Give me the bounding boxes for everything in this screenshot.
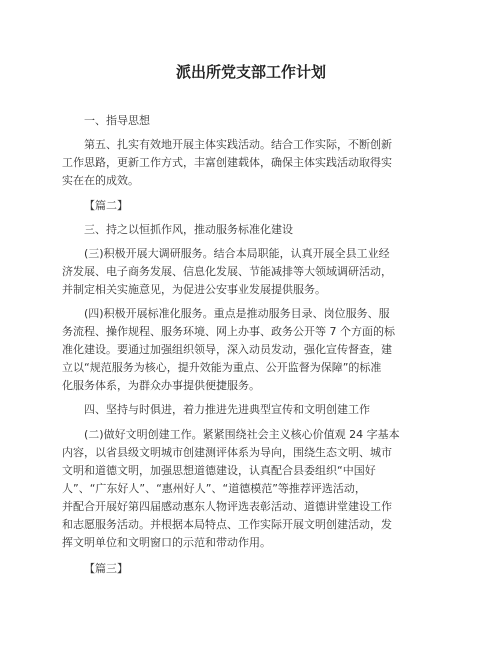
paragraph-line: 并配合开展好第四届感动惠东人物评选表彰活动、道德讲堂建设工作 bbox=[62, 500, 392, 513]
paragraph-line: 和志愿服务活动。并根据本局特点、工作实际开展文明创建活动，发 bbox=[62, 518, 392, 531]
paragraph-line: 第五、扎实有效地开展主体实践活动。结合工作实际，不断创新 bbox=[84, 138, 392, 151]
paragraph-line: 内容，以省县级文明城市创建测评体系为导向，围绕生态文明、城市 bbox=[62, 446, 392, 459]
paragraph-line: 挥文明单位和文明窗口的示范和带动作用。 bbox=[62, 536, 271, 549]
section-heading: 三、持之以恒抓作风，推动服务标准化建设 bbox=[84, 223, 293, 236]
paragraph-line: 务流程、操作规程、服务环境、网上办事、政务公开等 7 个方面的标 bbox=[62, 325, 395, 338]
section-marker: 【篇二】 bbox=[84, 199, 128, 212]
paragraph-line: 实在在的成效。 bbox=[62, 174, 139, 187]
section-heading: 一、指导思想 bbox=[84, 114, 150, 127]
paragraph-line: 并制定相关实施意见，为促进公安事业发展提供服务。 bbox=[62, 283, 326, 296]
section-heading: 四、坚持与时俱进，着力推进先进典型宣传和文明创建工作 bbox=[84, 403, 370, 416]
paragraph-line: (三)积极开展大调研服务。结合本局职能，认真开展全县工业经 bbox=[84, 247, 390, 260]
paragraph-line: (二)做好文明创建工作。紧紧围绕社会主义核心价值观 24 字基本 bbox=[84, 428, 400, 441]
section-marker: 【篇三】 bbox=[84, 562, 128, 575]
document-title: 派出所党支部工作计划 bbox=[175, 63, 326, 81]
paragraph-line: 济发展、电子商务发展、信息化发展、节能减排等大领域调研活动， bbox=[62, 265, 392, 278]
paragraph-line: 工作思路，更新工作方式，丰富创建载体，确保主体实践活动取得实 bbox=[62, 156, 392, 169]
paragraph-line: 准化建设。要通过加强组织领导，深入动员发动，强化宣传督查，建 bbox=[62, 343, 392, 356]
paragraph-line: 化服务体系，为群众办事提供便捷服务。 bbox=[62, 379, 260, 392]
paragraph-line: (四)积极开展标准化服务。重点是推动服务目录、岗位服务、服 bbox=[84, 307, 390, 320]
paragraph-line: 文明和道德文明，加强思想道德建设，认真配合县委组织“中国好 bbox=[62, 464, 376, 477]
paragraph-line: 人”、“广东好人”、“惠州好人”、“道德模范”等推荐评选活动， bbox=[62, 482, 366, 495]
paragraph-line: 立以“规范服务为核心，提升效能为重点、公开监督为保障”的标准 bbox=[62, 361, 382, 374]
